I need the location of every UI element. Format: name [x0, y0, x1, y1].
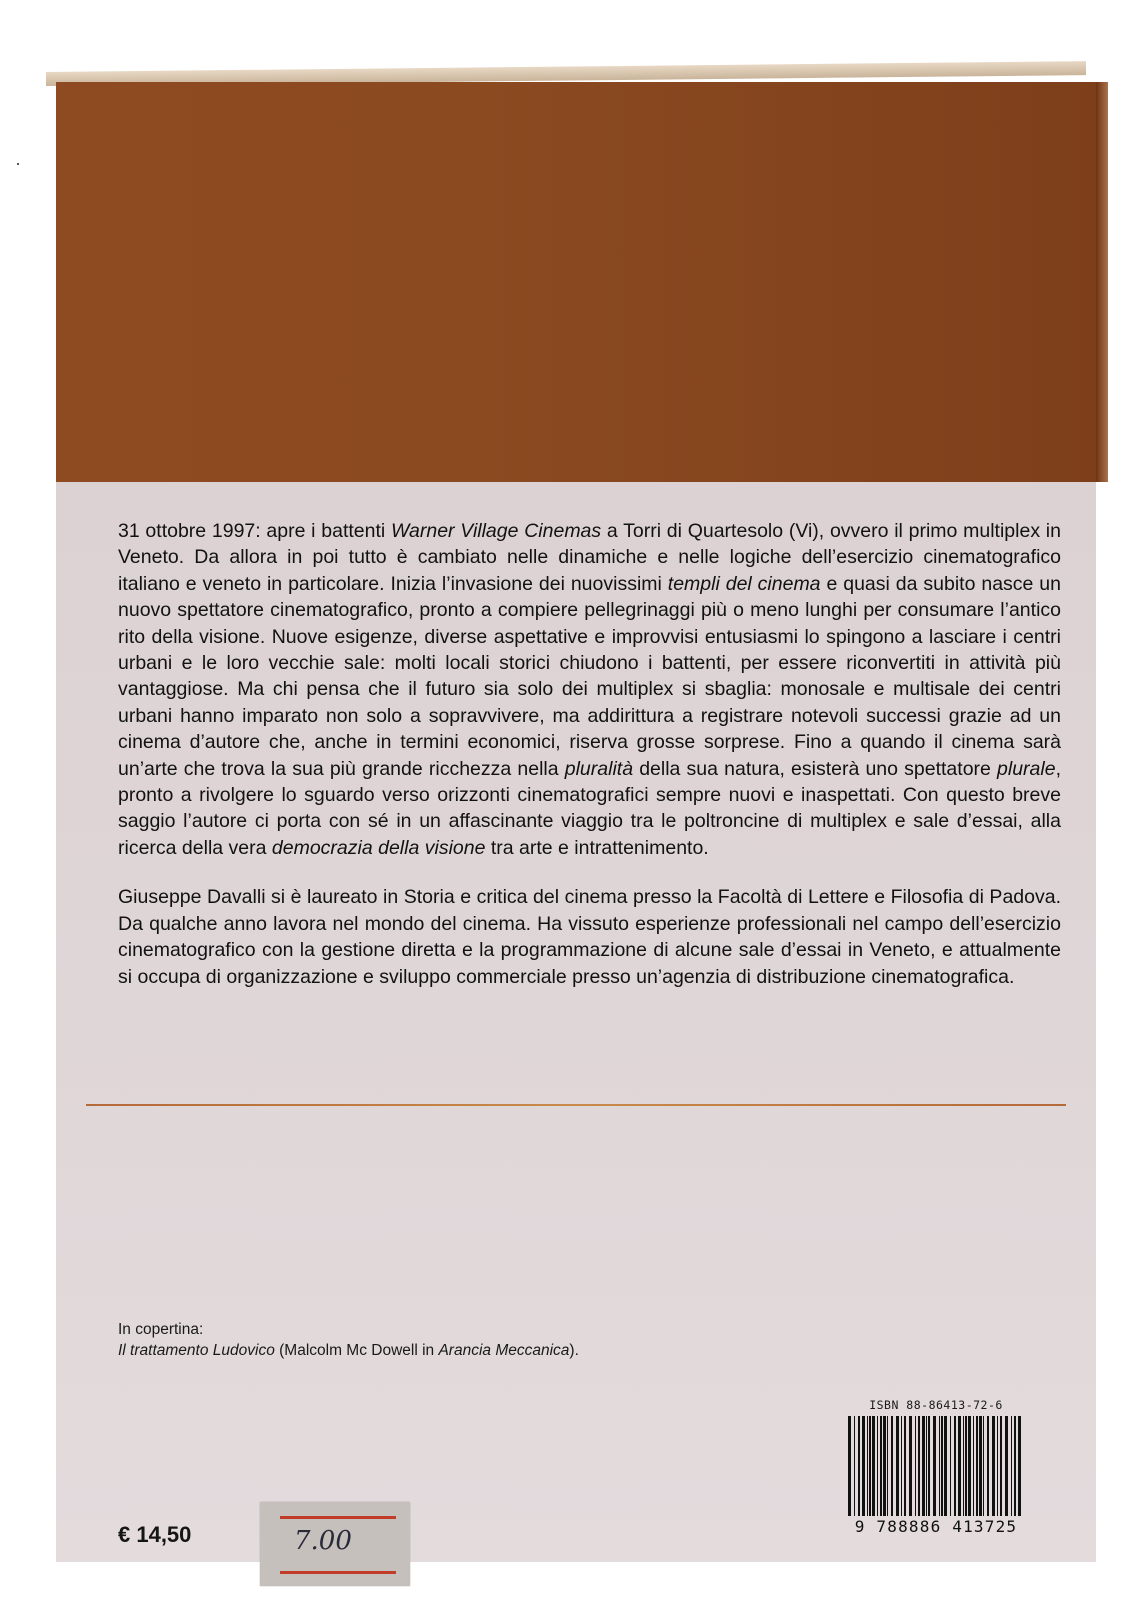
text-run: a Torri di Quartesolo (Vi), ovvero il primo multiplex in Veneto. Da allora in poi tutto è cambiato nelle dinamiche e nelle logiche dell’esercizio cinematografico italiano e veneto in particolare. Inizia l’invasione dei nuovissimi	[118, 520, 1061, 595]
blurb-paragraph-author-bio: Giuseppe Davalli si è laureato in Storia e critica del cinema presso la Facoltà di Lettere e Filosofia di Padova. Da qualche anno lavora nel mondo del cinema. Ha vissuto esperienze professionali nel campo dell’esercizio cinematografico con la gestione diretta e la programmazione di alcune sale d’essai in Veneto, e attualmente si occupa di organizzazione e sviluppo commerciale presso un’agenzia di distribuzione cinematografica.	[118, 886, 1061, 988]
text-run: tra arte e intrattenimento.	[485, 836, 709, 859]
isbn-barcode-block	[846, 1398, 1026, 1536]
caption-label: In copertina:	[118, 1321, 204, 1338]
caption-film: Arancia Meccanica	[438, 1342, 570, 1359]
sticker-red-line-bottom	[280, 1571, 396, 1574]
italic-phrase: pluralità	[564, 757, 634, 780]
italic-phrase: templi del cinema	[667, 572, 821, 595]
text-run: 31 ottobre 1997: apre i battenti	[118, 520, 391, 542]
sticker-red-line-top	[280, 1516, 396, 1519]
caption-text	[118, 1340, 579, 1361]
spine-edge	[1096, 82, 1108, 482]
text-panel	[56, 482, 1096, 1562]
italic-phrase: Warner Village Cinemas	[390, 520, 602, 542]
brown-cover-band	[56, 82, 1096, 482]
book-back-cover	[46, 72, 1100, 1562]
orange-divider-line	[86, 1104, 1066, 1106]
isbn-label: ISBN 88-86413-72-6	[869, 1398, 1003, 1412]
caption-middle: (Malcolm Mc Dowell in	[274, 1342, 439, 1359]
text-run: della sua natura, esisterà uno spettatore	[633, 757, 998, 780]
barcode-icon	[846, 1416, 1024, 1516]
cover-caption	[118, 1319, 579, 1361]
text-run: e quasi da subito nasce un nuovo spettatore cinematografico, pronto a compiere pellegrinaggi più o meno lunghi per consumare l’antico rito della visione. Nuove esigenze, diverse aspettative e improvvisi entusiasmi lo spingono a lasciare i centri urbani e le loro vecchie sale: molti locali storici chiudono i battenti, per essere riconvertiti in attività più vantaggiose. Ma chi pensa che il futuro sia solo dei multiplex si sbaglia: monosale e multisale dei centri urbani hanno imparato non solo a sopravvivere, ma addirittura a registrare notevoli successi grazie ad un cinema d’autore che, anche in termini economici, riserva grosse sorprese. Fino a quando il cinema sarà un’arte che trova la sua più grande ricchezza nella	[118, 572, 1061, 780]
italic-phrase: plurale	[997, 757, 1056, 780]
caption-title: Il trattamento Ludovico	[118, 1342, 275, 1359]
scan-speck	[17, 163, 19, 165]
italic-phrase: democrazia della visione	[271, 836, 486, 859]
printed-price: € 14,50	[118, 1522, 192, 1547]
blurb	[118, 518, 1061, 1013]
caption-end: ).	[569, 1342, 579, 1359]
text-run: , pronto a rivolgere lo sguardo verso orizzonti cinematografici sempre nuovi e inaspettati. Con questo breve saggio l’autore ci porta con sé in un affascinante viaggio tra le poltroncine di multiplex e sale d’essai, alla ricerca della vera	[118, 757, 1061, 859]
blurb-paragraph-summary	[118, 518, 1061, 861]
isbn-digits: 9 788886 413725	[854, 1517, 1018, 1536]
sticker-price: 7.00	[294, 1526, 352, 1556]
price-sticker	[260, 1502, 410, 1586]
